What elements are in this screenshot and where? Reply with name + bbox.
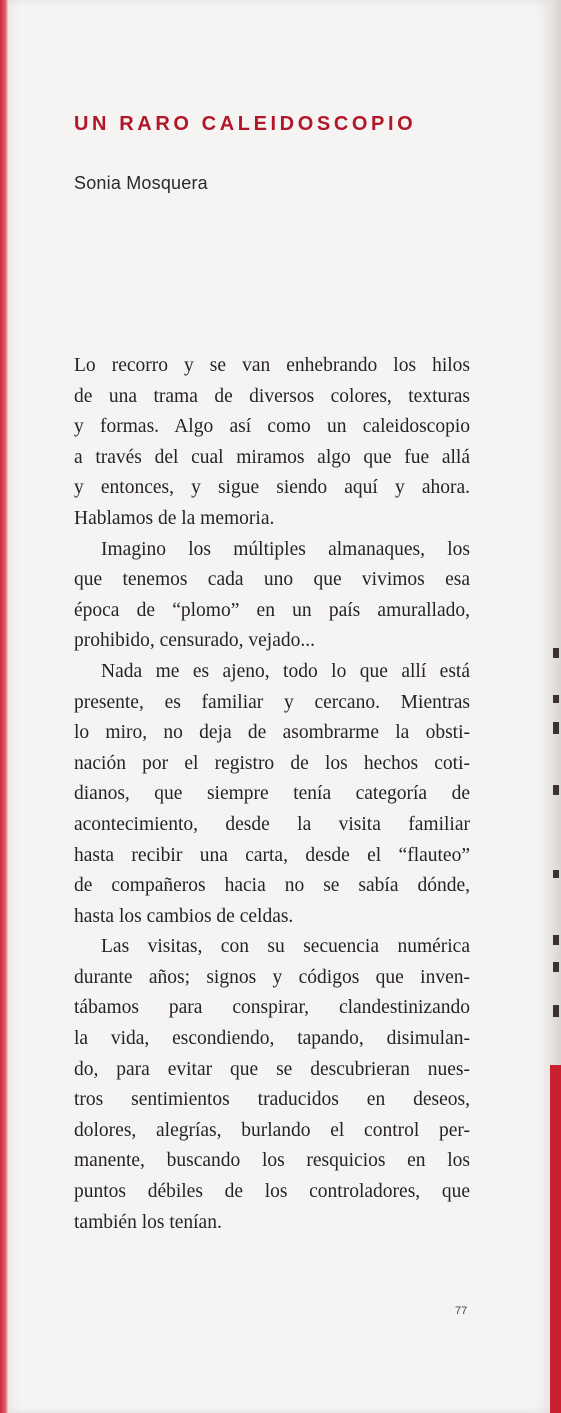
page-number: 77 — [455, 1305, 468, 1317]
adjacent-page-strip — [550, 0, 561, 1065]
text-line: dolores, alegrías, burlando el control per- — [74, 1119, 470, 1141]
text-line: hasta recibir una carta, desde el “flauteo” — [74, 844, 470, 866]
page-left-edge — [0, 0, 8, 1413]
edge-mark — [553, 722, 559, 734]
text-line: que tenemos cada uno que vivimos esa — [74, 569, 470, 591]
edge-mark — [553, 1005, 559, 1017]
article-body — [74, 351, 470, 1238]
text-line: y entonces, y sigue siendo aquí y ahora. — [74, 477, 470, 499]
paragraph — [74, 535, 470, 657]
text-line: acontecimiento, desde la visita familiar — [74, 813, 470, 835]
text-line: prohibido, censurado, vejado... — [74, 630, 315, 652]
text-line: Las visitas, con su secuencia numérica — [101, 936, 470, 958]
text-line: tábamos para conspirar, clandestinizando — [74, 997, 470, 1019]
author-name: Sonia Mosquera — [74, 173, 208, 193]
text-line: de compañeros hacia no se sabía dónde, — [74, 875, 470, 897]
text-line: a través del cual miramos algo que fue allá — [74, 446, 470, 468]
text-line: tros sentimientos traducidos en deseos, — [74, 1089, 470, 1111]
text-line: época de “plomo” en un país amurallado, — [74, 599, 470, 621]
article-title: UN RARO CALEIDOSCOPIO — [74, 113, 417, 135]
paragraph — [74, 932, 470, 1238]
edge-mark — [553, 870, 559, 878]
text-line: de una trama de diversos colores, texturas — [74, 385, 470, 407]
text-line: durante años; signos y códigos que inven- — [74, 966, 470, 988]
edge-mark — [553, 935, 559, 945]
text-line: Hablamos de la memoria. — [74, 507, 275, 529]
text-line: puntos débiles de los controladores, que — [74, 1181, 470, 1203]
text-line: también los tenían. — [74, 1211, 222, 1233]
text-line: manente, buscando los resquicios en los — [74, 1150, 470, 1172]
edge-mark — [553, 648, 559, 658]
page-right-edge — [550, 0, 561, 1413]
paragraph — [74, 657, 470, 932]
text-line: do, para evitar que se descubrieran nues- — [74, 1058, 470, 1080]
text-line: nación por el registro de los hechos coti- — [74, 752, 470, 774]
edge-mark — [553, 785, 559, 795]
text-line: lo miro, no deja de asombrarme la obsti- — [74, 722, 470, 744]
text-line: la vida, escondiendo, tapando, disimulan- — [74, 1028, 470, 1050]
edge-mark — [553, 695, 559, 703]
text-line: Lo recorro y se van enhebrando los hilos — [74, 355, 470, 376]
paragraph — [74, 351, 470, 535]
text-line: hasta los cambios de celdas. — [74, 905, 294, 927]
text-line: dianos, que siempre tenía categoría de — [74, 783, 470, 805]
text-line: Nada me es ajeno, todo lo que allí está — [101, 660, 470, 682]
edge-mark — [553, 962, 559, 972]
text-line: Imagino los múltiples almanaques, los — [101, 538, 470, 560]
text-line: presente, es familiar y cercano. Mientras — [74, 691, 470, 713]
text-line: y formas. Algo así como un caleidoscopio — [74, 416, 470, 438]
